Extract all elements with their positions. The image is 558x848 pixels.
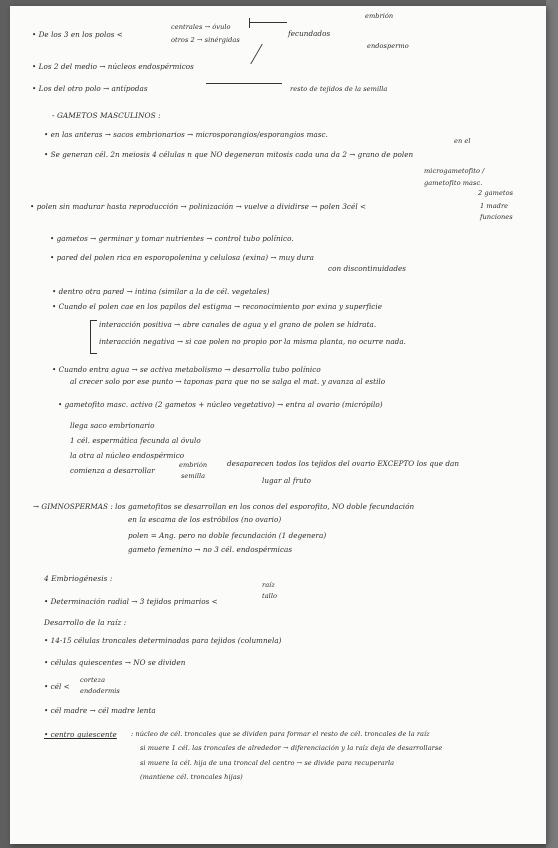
note-line: • cél <: [44, 682, 70, 691]
note-line: interacción negativa → si cae polen no propio por la misma planta, no ocurre nada.: [99, 337, 406, 346]
background-edge: [546, 0, 558, 848]
note-line: polen = Ang. pero no doble fecundación (1 degenera): [128, 531, 327, 540]
note-line: otros 2 → sinérgidas: [171, 36, 240, 44]
note-line: • gametofito masc. activo (2 gametos + núcleo vegetativo) → entra al ovario (micrópilo): [58, 400, 383, 409]
note-line: si muere 1 cél. las troncales de alrededor → diferenciación y la raíz deja de desarrollarse: [140, 744, 443, 752]
note-line: • polen sin madurar hasta reproducción → polinización → vuelve a dividirse → polen 3cél <: [30, 202, 367, 211]
bracket-line: [249, 22, 287, 23]
note-line: : núcleo de cél. troncales que se dividen para formar el resto de cél. troncales de la raíz: [131, 730, 430, 738]
note-line: • en las anteras → sacos embrionarios → microsporangios/esporangios masc.: [44, 130, 328, 139]
section-heading: Desarrollo de la raíz :: [44, 618, 127, 627]
note-line: • Los del otro polo → antípodas: [32, 84, 148, 93]
note-line: corteza: [80, 676, 106, 684]
note-line: tallo: [262, 592, 278, 600]
note-line: en la escama de los estróbilos (no ovario): [128, 515, 282, 524]
note-line: • gametos → germinar y tomar nutrientes → control tubo polínico.: [50, 234, 294, 243]
note-line: • De los 3 en los polos <: [32, 30, 123, 39]
note-line: interacción positiva → abre canales de agua y el grano de polen se hidrata.: [99, 320, 377, 329]
note-line: 1 madre: [480, 202, 509, 210]
bracket-line: [90, 320, 97, 354]
note-line: (mantiene cél. troncales hijas): [140, 773, 243, 781]
note-line: • dentro otra pared → intina (similar a la de cél. vegetales): [52, 287, 270, 296]
note-line: desaparecen todos los tejidos del ovario EXCEPTO los que dan: [227, 459, 460, 468]
note-line: 1 cél. espermática fecunda al óvulo: [70, 436, 201, 445]
note-line: → GIMNOSPERMAS : los gametofitos se desarrollan en los conos del esporofito, NO doble fecundación: [33, 502, 415, 511]
note-line: endodermis: [80, 687, 120, 695]
note-line: semilla: [181, 472, 206, 480]
note-line: resto de tejidos de la semilla: [290, 85, 388, 93]
section-heading: 4 Embriogénesis :: [44, 574, 113, 583]
note-line: llega saco embrionario: [70, 421, 155, 430]
note-line: • pared del polen rica en esporopolenina y celulosa (exina) → muy dura: [50, 253, 314, 262]
section-heading: • centro quiescente: [44, 730, 117, 739]
note-line: fecundados: [288, 29, 331, 38]
note-line: microgametofito /: [424, 167, 485, 175]
note-line: lugar al fruto: [262, 476, 312, 485]
note-line: • Se generan cél. 2n meiosis 4 células n que NO degeneran mitosis cada una da 2 → grano de polen: [44, 150, 414, 159]
note-line: la otra al núcleo endospérmico: [70, 451, 185, 460]
note-line: • Determinación radial → 3 tejidos primarios <: [44, 597, 218, 606]
section-heading: - GAMETOS MASCULINOS :: [52, 111, 161, 120]
note-line: • 14-15 células troncales determinadas para tejidos (columnela): [44, 636, 282, 645]
note-line: • Cuando entra agua → se activa metabolismo → desarrolla tubo polínico: [52, 365, 321, 374]
note-line: • Cuando el polen cae en los papilos del estigma → reconocimiento por exina y superficie: [52, 302, 383, 311]
bracket-line: [249, 18, 250, 28]
note-line: • células quiescentes → NO se dividen: [44, 658, 186, 667]
note-line: centrales → óvulo: [171, 23, 231, 31]
note-line: gameto femenino → no 3 cél. endospérmicas: [128, 545, 293, 554]
note-line: si muere la cél. hija de una troncal del centro → se divide para recuperarla: [140, 759, 395, 767]
note-line: • cél madre → cél madre lenta: [44, 706, 156, 715]
note-line: funciones: [480, 213, 513, 221]
note-line: embrión: [179, 461, 208, 469]
note-line: con discontinuidades: [328, 264, 407, 273]
note-line: gametofito masc.: [424, 179, 483, 187]
bracket-line: [206, 83, 282, 84]
note-line: raíz: [262, 581, 275, 589]
note-line: comienza a desarrollar: [70, 466, 155, 475]
note-line: endospermo: [367, 42, 409, 50]
note-line: 2 gametos: [478, 189, 514, 197]
note-line: en el: [454, 137, 471, 145]
note-line: al crecer solo por ese punto → taponas para que no se salga el mat. y avanza al estilo: [70, 377, 386, 386]
note-line: embrión: [365, 12, 394, 20]
note-line: • Los 2 del medio → núcleos endospérmicos: [32, 62, 194, 71]
